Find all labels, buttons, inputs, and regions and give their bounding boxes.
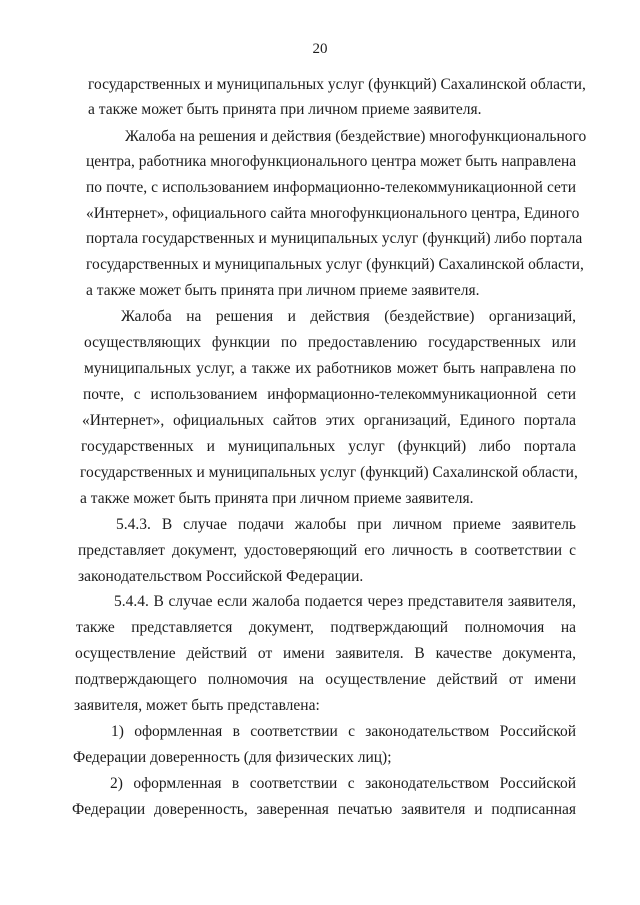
text-line: Федерации доверенность (для физических лиц); <box>73 749 392 766</box>
text-line: почте, с использованием информационно-телекоммуникационной сети <box>83 386 576 403</box>
text-line: заявителя, может быть представлена: <box>74 697 320 714</box>
text-line: портала государственных и муниципальных услуг (функций) либо портала <box>86 230 583 247</box>
page-number: 20 <box>312 41 328 57</box>
text-line: осуществление действий от имени заявителя. В качестве документа, <box>75 645 576 662</box>
text-line: также представляется документ, подтверждающий полномочия на <box>76 619 576 636</box>
text-line: 2) оформленная в соответствии с законодательством Российской <box>110 775 576 792</box>
text-line: законодательством Российской Федерации. <box>78 568 364 585</box>
text-line: подтверждающего полномочия на осуществление действий от имени <box>75 671 576 688</box>
text-line: 5.4.3. В случае подачи жалобы при личном приеме заявитель <box>116 516 576 533</box>
text-line: «Интернет», официального сайта многофункционального центра, Единого <box>86 205 580 222</box>
text-line: а также может быть принята при личном приеме заявителя. <box>86 282 480 299</box>
text-line: Федерации доверенность, заверенная печатью заявителя и подписанная <box>72 801 576 818</box>
text-line: Жалоба на решения и действия (бездействие) организаций, <box>121 308 576 325</box>
text-line: государственных и муниципальных услуг (функций) Сахалинской области, <box>80 464 578 481</box>
text-line: Жалоба на решения и действия (бездействие) многофункционального <box>125 128 587 145</box>
text-line: осуществляющих функции по предоставлению государственных или <box>84 334 576 351</box>
text-line: муниципальных услуг, а также их работников может быть направлена по <box>84 360 576 377</box>
text-line: государственных и муниципальных услуг (функций) Сахалинской области, <box>86 256 584 273</box>
text-line: по почте, с использованием информационно-телекоммуникационной сети <box>86 179 576 196</box>
text-line: центра, работника многофункционального центра может быть направлена <box>86 153 577 170</box>
text-line: а также может быть принята при личном приеме заявителя. <box>88 101 482 118</box>
text-line: государственных и муниципальных услуг (функций) Сахалинской области, <box>88 76 586 93</box>
text-line: представляет документ, удостоверяющий его личность в соответствии с <box>78 542 576 559</box>
text-line: государственных и муниципальных услуг (функций) либо портала <box>81 438 576 455</box>
text-line: 5.4.4. В случае если жалоба подается через представителя заявителя, <box>114 593 576 610</box>
text-line: а также может быть принята при личном приеме заявителя. <box>80 490 474 507</box>
text-line: 1) оформленная в соответствии с законодательством Российской <box>111 723 576 740</box>
text-line: «Интернет», официальных сайтов этих организаций, Единого портала <box>82 412 576 429</box>
